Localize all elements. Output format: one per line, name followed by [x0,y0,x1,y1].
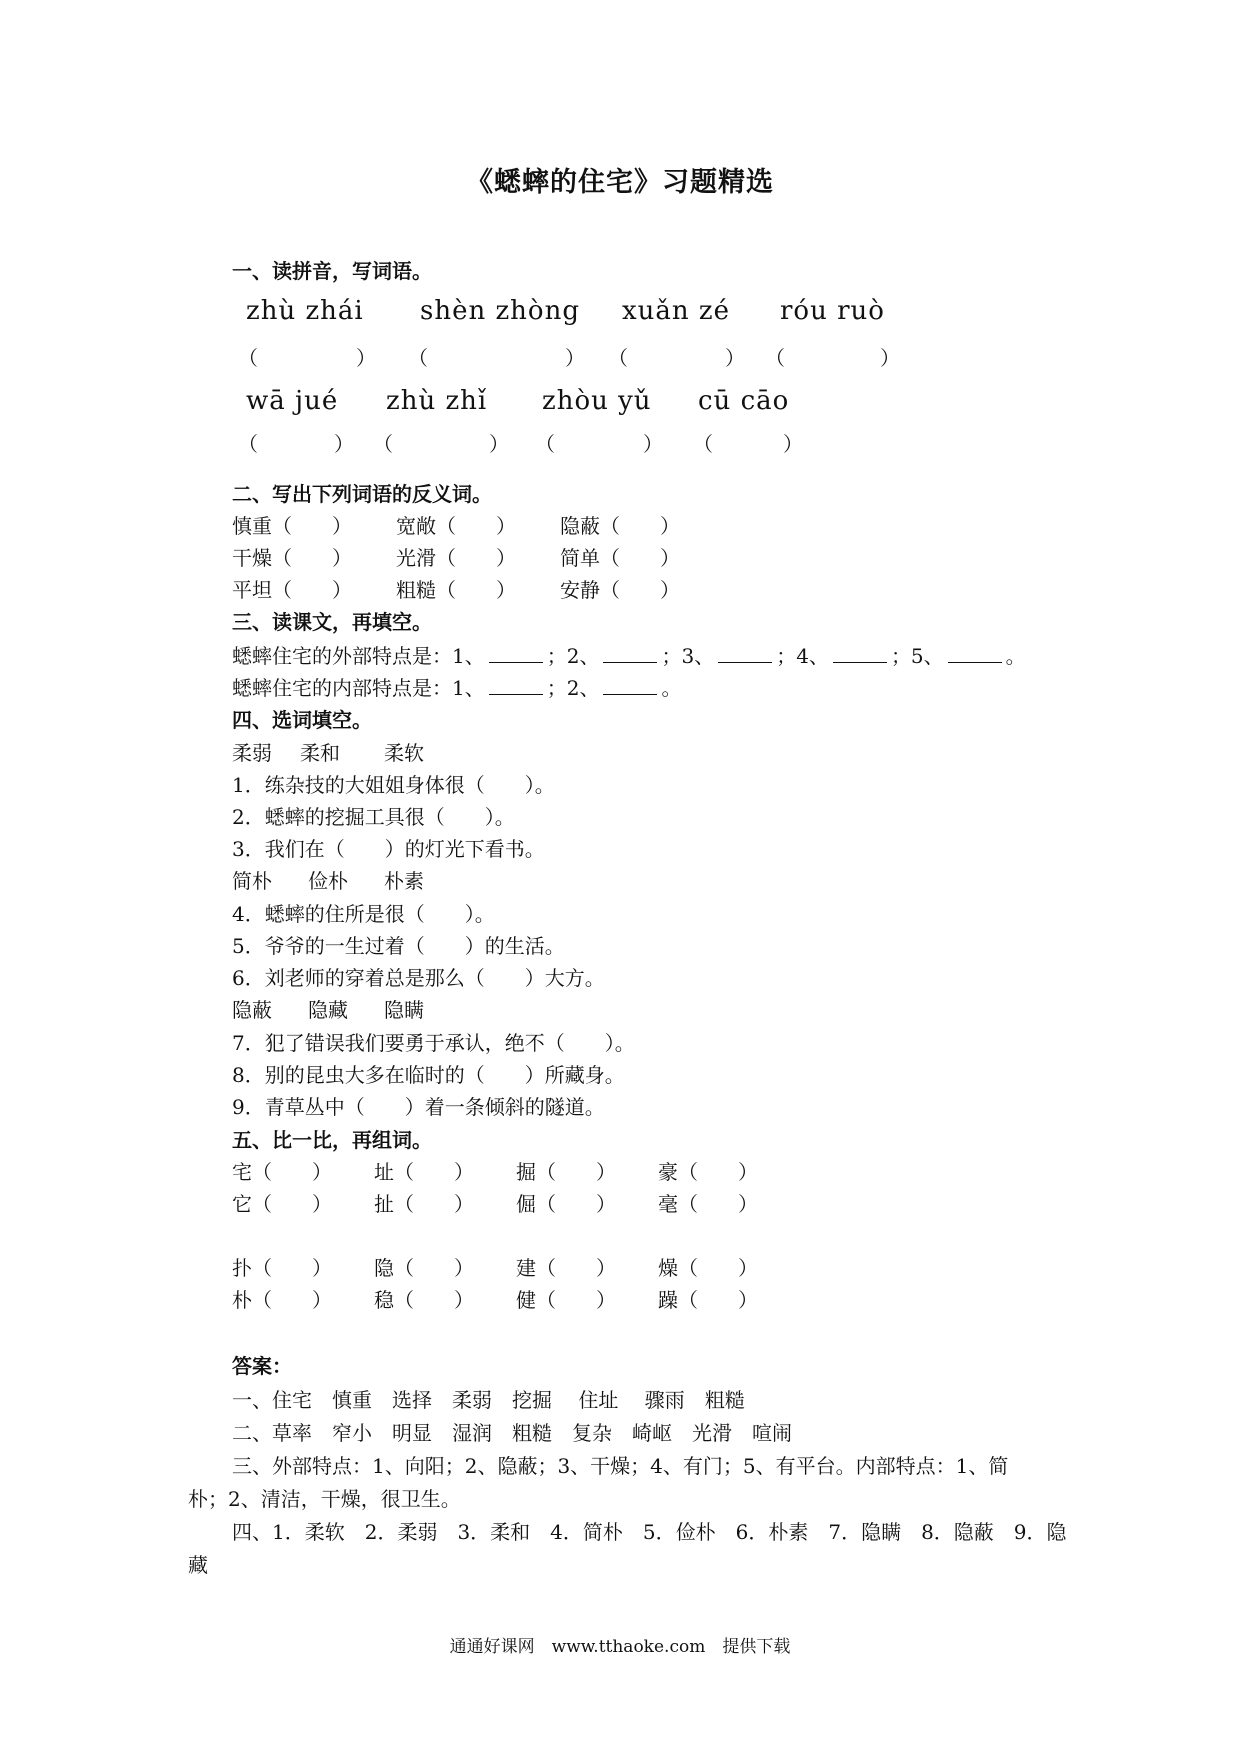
blank-label: 1、 [452,644,485,668]
fill-blank [489,644,543,663]
footer-credit: 通通好课网 www.tthaoke.com 提供下载 [449,1637,791,1657]
inner-features-prefix: 蟋蟀住宅的内部特点是： [232,676,452,700]
answer-paren-close: ） [334,432,354,456]
compare-item: 建（ ） [516,1256,616,1280]
outer-features-prefix: 蟋蟀住宅的外部特点是： [232,644,452,668]
answer-paren-close: ） [643,432,663,456]
inner-features-line [232,672,681,701]
compare-item: 朴（ ） [232,1288,332,1312]
compare-item: 毫（ ） [658,1192,758,1216]
blank-label: ；5、 [890,644,944,668]
pinyin-8: cū cāo [698,386,790,416]
word-choice: 俭朴 [308,869,348,893]
compare-item: 健（ ） [516,1288,616,1312]
section5-heading: 五、比一比，再组词。 [232,1128,432,1152]
blank-label: 1、 [452,676,485,700]
compare-item: 隐（ ） [374,1256,474,1280]
pinyin-6: zhù zhǐ [386,386,488,416]
question-4: 4．蟋蟀的住所是很（ ）。 [232,902,495,926]
answer-4-line2: 藏 [188,1553,208,1577]
word-choice: 柔和 [300,741,340,765]
answer-paren-open: （ [373,432,393,456]
antonym-item: 干燥（ ） [232,546,352,570]
compare-item: 址（ ） [374,1160,474,1184]
antonym-item: 简单（ ） [560,546,680,570]
compare-item: 豪（ ） [658,1160,758,1184]
sentence-end: 。 [661,676,682,700]
question-9: 9．青草丛中（ ）着一条倾斜的隧道。 [232,1095,605,1119]
compare-item: 躁（ ） [658,1288,758,1312]
word-choice: 朴素 [384,869,424,893]
answer-1: 一、住宅 慎重 选择 柔弱 挖掘 住址 骤雨 粗糙 [232,1388,745,1412]
pinyin-5: wā jué [246,386,339,416]
question-6: 6．刘老师的穿着总是那么（ ）大方。 [232,966,605,990]
answer-paren-close: ） [880,346,900,370]
fill-blank [718,644,772,663]
answer-paren-open: （ [765,346,785,370]
answers-heading: 答案： [232,1354,292,1378]
fill-blank [948,644,1002,663]
compare-item: 稳（ ） [374,1288,474,1312]
answer-paren-close: ） [489,432,509,456]
compare-item: 掘（ ） [516,1160,616,1184]
word-choice: 柔弱 [232,741,272,765]
answer-paren-open: （ [535,432,555,456]
outer-features-line [232,640,1026,669]
compare-item: 倔（ ） [516,1192,616,1216]
answer-paren-close: ） [783,432,803,456]
answer-paren-close: ） [356,346,376,370]
answer-paren-close: ） [565,346,585,370]
section3-heading: 三、读课文，再填空。 [232,610,432,634]
word-choice: 柔软 [384,741,424,765]
answer-paren-open: （ [608,346,628,370]
fill-blank [833,644,887,663]
question-8: 8．别的昆虫大多在临时的（ ）所藏身。 [232,1063,625,1087]
question-2: 2．蟋蟀的挖掘工具很（ ）。 [232,805,515,829]
compare-item: 扑（ ） [232,1256,332,1280]
compare-item: 扯（ ） [374,1192,474,1216]
answer-paren-close: ） [725,346,745,370]
blank-label: ；2、 [546,644,600,668]
fill-blank [489,676,543,695]
sentence-end: 。 [1005,644,1026,668]
antonym-item: 平坦（ ） [232,578,352,602]
compare-item: 宅（ ） [232,1160,332,1184]
section1-heading: 一、读拼音，写词语。 [232,259,432,283]
answer-paren-open: （ [408,346,428,370]
antonym-item: 宽敞（ ） [396,514,516,538]
compare-item: 燥（ ） [658,1256,758,1280]
answer-3-line2: 朴；2、清洁，干燥，很卫生。 [188,1487,461,1511]
antonym-item: 慎重（ ） [232,514,352,538]
answer-3-line1: 三、外部特点：1、向阳；2、隐蔽；3、干燥；4、有门；5、有平台。内部特点：1、简 [232,1454,1009,1478]
antonym-item: 光滑（ ） [396,546,516,570]
antonym-item: 粗糙（ ） [396,578,516,602]
section4-heading: 四、选词填空。 [232,708,372,732]
fill-blank [603,644,657,663]
word-choice: 隐蔽 [232,998,272,1022]
antonym-item: 安静（ ） [560,578,680,602]
question-3: 3．我们在（ ）的灯光下看书。 [232,837,545,861]
pinyin-7: zhòu yǔ [542,386,652,416]
question-1: 1．练杂技的大姐姐身体很（ ）。 [232,773,555,797]
answer-paren-open: （ [238,432,258,456]
page-title: 《蟋蟀的住宅》习题精选 [466,167,774,198]
antonym-item: 隐蔽（ ） [560,514,680,538]
answer-4-line1: 四、1．柔软 2．柔弱 3．柔和 4．简朴 5．俭朴 6．朴素 7．隐瞒 8．隐蔽 9．隐 [232,1520,1067,1544]
blank-label: ；3、 [661,644,715,668]
blank-label: ；4、 [776,644,829,668]
fill-blank [603,676,657,695]
answer-paren-open: （ [238,346,258,370]
word-choice: 简朴 [232,869,272,893]
answer-paren-open: （ [693,432,713,456]
section2-heading: 二、写出下列词语的反义词。 [232,482,492,506]
pinyin-2: shèn zhòng [420,296,580,326]
blank-label: ；2、 [546,676,600,700]
answer-2: 二、草率 窄小 明显 湿润 粗糙 复杂 崎岖 光滑 喧闹 [232,1421,792,1445]
pinyin-4: róu ruò [780,296,885,326]
pinyin-3: xuǎn zé [622,296,731,326]
word-choice: 隐瞒 [384,998,424,1022]
compare-item: 它（ ） [232,1192,332,1216]
pinyin-1: zhù zhái [246,296,364,326]
question-5: 5．爷爷的一生过着（ ）的生活。 [232,934,565,958]
word-choice: 隐藏 [308,998,348,1022]
question-7: 7．犯了错误我们要勇于承认，绝不（ ）。 [232,1031,635,1055]
